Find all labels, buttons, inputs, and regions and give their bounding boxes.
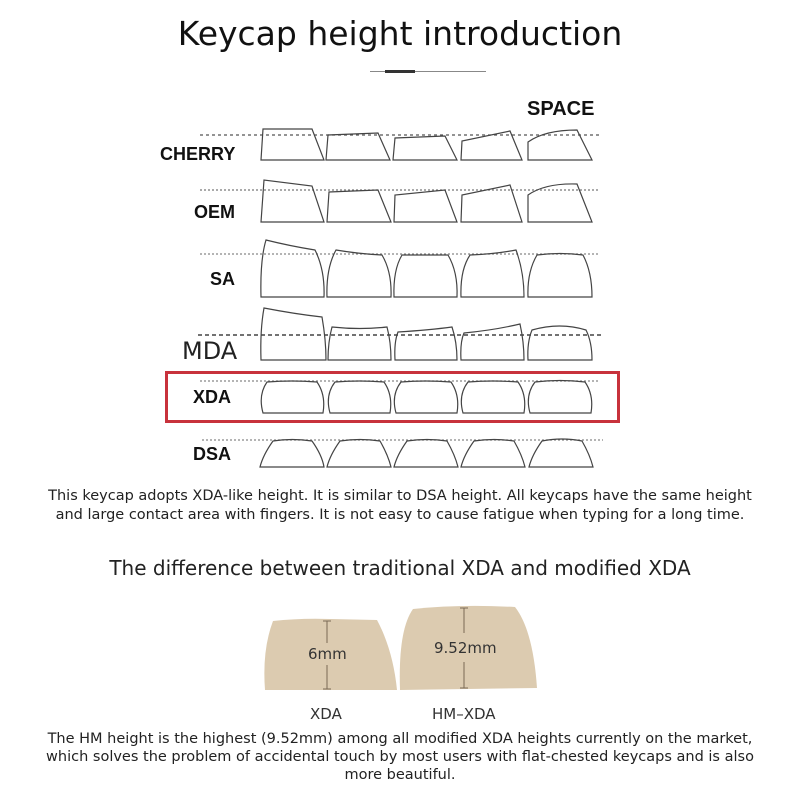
row-label-mda: MDA [182, 337, 238, 365]
keycap-dsa-2 [327, 440, 391, 468]
description-line-2: and large contact area with fingers. It is not easy to cause fatigue when typing for a long time. [55, 507, 745, 523]
keycap-oem-3 [394, 190, 457, 222]
description-line-1: This keycap adopts XDA-like height. It is similar to DSA height. All keycaps have the same height [48, 488, 752, 504]
footer-line-2: which solves the problem of accidental touch by most users with flat-chested keycaps and is also [46, 749, 754, 765]
keycap-cherry-2 [326, 133, 390, 160]
keycap-sa-2 [327, 250, 391, 297]
keycap-sa-4 [461, 250, 524, 297]
footer-line-3: more beautiful. [344, 767, 456, 783]
keycap-cherry-1 [261, 129, 324, 160]
xda-height-label: 6mm [308, 645, 347, 663]
page-title: Keycap height introduction [177, 14, 623, 53]
xda-name-label: XDA [310, 705, 342, 723]
keycap-dsa-1 [260, 440, 324, 468]
space-label: SPACE [527, 98, 595, 120]
keycap-dsa-3 [394, 440, 458, 468]
keycap-mda-5 [528, 326, 592, 360]
row-label-sa: SA [209, 269, 235, 289]
row-label-dsa: DSA [192, 444, 231, 464]
keycap-mda-1 [261, 308, 326, 360]
keycap-sa-1 [261, 240, 324, 297]
keycap-mda-4 [461, 324, 524, 360]
row-label-oem: OEM [193, 202, 235, 222]
keycap-mda-3 [395, 327, 457, 360]
hm-xda-height-label: 9.52mm [434, 639, 497, 657]
keycap-cherry-3 [393, 136, 457, 160]
footer-line-1: The HM height is the highest (9.52mm) among all modified XDA heights currently on the market, [47, 731, 753, 747]
keycap-sa-5 [528, 254, 592, 298]
xda-highlight-box [165, 371, 620, 423]
keycap-dsa-4 [461, 440, 525, 468]
keycap-dsa-5 [529, 439, 593, 467]
keycap-oem-2 [327, 190, 391, 222]
row-label-cherry: CHERRY [160, 144, 236, 164]
comparison-title: The difference between traditional XDA and modified XDA [109, 556, 691, 580]
row-label-xda: XDA [192, 387, 231, 407]
keycap-mda-2 [328, 327, 391, 360]
hm-xda-name-label: HM–XDA [432, 705, 496, 723]
keycap-sa-3 [394, 255, 457, 297]
keycap-oem-1 [261, 180, 324, 222]
